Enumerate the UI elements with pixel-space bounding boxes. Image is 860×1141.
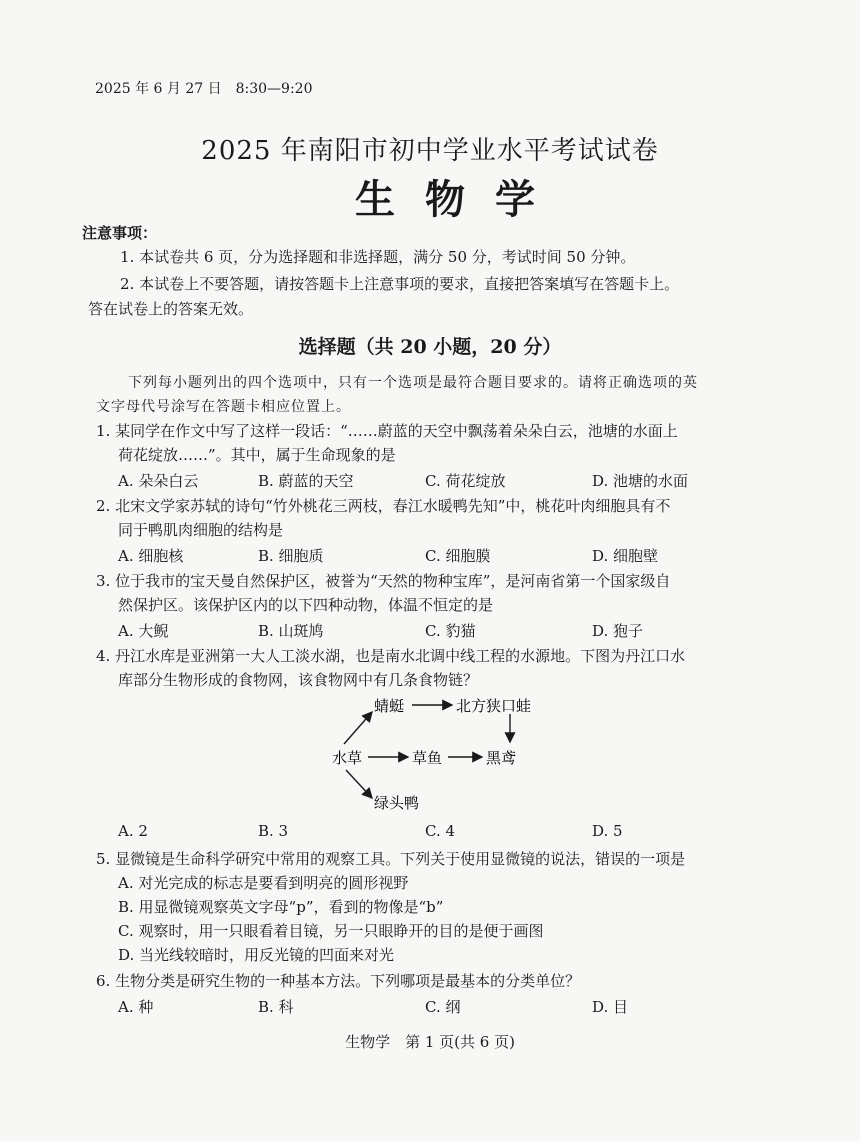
page-footer: 生物学 第 1 页(共 6 页) — [345, 1033, 515, 1051]
notice-item-2-line1: 2. 本试卷上不要答题，请按答题卡上注意事项的要求，直接把答案填写在答题卡上。 — [120, 275, 680, 293]
food-web-node-water-grass: 水草 — [332, 749, 363, 767]
food-web-node-mallard: 绿头鸭 — [374, 794, 420, 812]
question-3-option-d: D. 狍子 — [592, 622, 644, 640]
question-3-line1: 3. 位于我市的宝天曼自然保护区，被誉为“天然的物种宝库”，是河南省第一个国家级自 — [96, 572, 671, 590]
question-1-option-a: A. 朵朵白云 — [118, 472, 199, 490]
food-web-node-kite: 黑鸢 — [486, 749, 517, 767]
question-5-option-a: A. 对光完成的标志是要看到明亮的圆形视野 — [118, 874, 409, 892]
food-web-diagram — [320, 690, 560, 820]
question-3-option-c: C. 豹猫 — [425, 622, 476, 640]
question-2-option-d: D. 细胞壁 — [592, 547, 659, 565]
question-2-option-c: C. 细胞膜 — [425, 547, 491, 565]
question-2-line2: 同于鸭肌肉细胞的结构是 — [118, 521, 284, 539]
question-6-option-d: D. 目 — [592, 998, 629, 1016]
question-1-option-d: D. 池塘的水面 — [592, 472, 689, 490]
question-4-option-c: C. 4 — [425, 822, 456, 840]
question-6-option-a: A. 种 — [118, 998, 154, 1016]
question-4-line1: 4. 丹江水库是亚洲第一大人工淡水湖，也是南水北调中线工程的水源地。下图为丹江口水 — [96, 647, 686, 665]
notice-item-2-line2: 答在试卷上的答案无效。 — [88, 300, 254, 318]
question-4-line2: 库部分生物形成的食物网，该食物网中有几条食物链？ — [118, 671, 479, 689]
arrow-grass-to-mallard — [346, 770, 372, 798]
exam-date: 2025 年 6 月 27 日 8:30—9:20 — [95, 81, 313, 97]
question-5-line1: 5. 显微镜是生命科学研究中常用的观察工具。下列关于使用显微镜的说法，错误的一项是 — [96, 850, 686, 868]
question-4-option-d: D. 5 — [592, 822, 623, 840]
question-1-line2: 荷花绽放……”。其中，属于生命现象的是 — [118, 446, 396, 464]
exam-title: 2025 年南阳市初中学业水平考试试卷 — [201, 136, 659, 166]
food-web-node-frog: 北方狭口蛙 — [456, 697, 532, 715]
notice-item-1: 1. 本试卷共 6 页，分为选择题和非选择题，满分 50 分，考试时间 50 分钟。 — [120, 248, 636, 266]
question-1-option-b: B. 蔚蓝的天空 — [258, 472, 354, 490]
question-6-option-b: B. 科 — [258, 998, 294, 1016]
question-3-option-a: A. 大鲵 — [118, 622, 169, 640]
question-5-option-d: D. 当光线较暗时，用反光镜的凹面来对光 — [118, 946, 395, 964]
section-title: 选择题（共 20 小题，20 分） — [298, 336, 562, 358]
question-3-line2: 然保护区。该保护区内的以下四种动物，体温不恒定的是 — [118, 596, 494, 614]
question-3-option-b: B. 山斑鸠 — [258, 622, 324, 640]
section-instruction-line2: 文字母代号涂写在答题卡相应位置上。 — [96, 399, 351, 415]
notice-heading: 注意事项： — [82, 224, 158, 242]
food-web-node-dragonfly: 蜻蜓 — [374, 697, 405, 715]
question-2-option-b: B. 细胞质 — [258, 547, 324, 565]
question-4-option-b: B. 3 — [258, 822, 289, 840]
section-instruction-line1: 下列每小题列出的四个选项中，只有一个选项是最符合题目要求的。请将正确选项的英 — [128, 375, 698, 391]
food-web-node-grass-carp: 草鱼 — [412, 749, 443, 767]
arrow-grass-to-dragonfly — [344, 712, 372, 744]
question-6-line1: 6. 生物分类是研究生物的一种基本方法。下列哪项是最基本的分类单位？ — [96, 972, 581, 990]
subject-title: 生物学 — [355, 176, 565, 223]
question-5-option-c: C. 观察时，用一只眼看着目镜，另一只眼睁开的目的是便于画图 — [118, 922, 544, 940]
question-1-line1: 1. 某同学在作文中写了这样一段话：“……蔚蓝的天空中飘荡着朵朵白云，池塘的水面上 — [96, 422, 678, 440]
question-2-line1: 2. 北宋文学家苏轼的诗句“竹外桃花三两枝，春江水暖鸭先知”中，桃花叶肉细胞具有不 — [96, 497, 671, 515]
question-1-option-c: C. 荷花绽放 — [425, 472, 506, 490]
question-2-option-a: A. 细胞核 — [118, 547, 184, 565]
question-4-option-a: A. 2 — [118, 822, 148, 840]
question-5-option-b: B. 用显微镜观察英文字母“p”，看到的物像是“b” — [118, 898, 444, 916]
question-6-option-c: C. 纲 — [425, 998, 461, 1016]
